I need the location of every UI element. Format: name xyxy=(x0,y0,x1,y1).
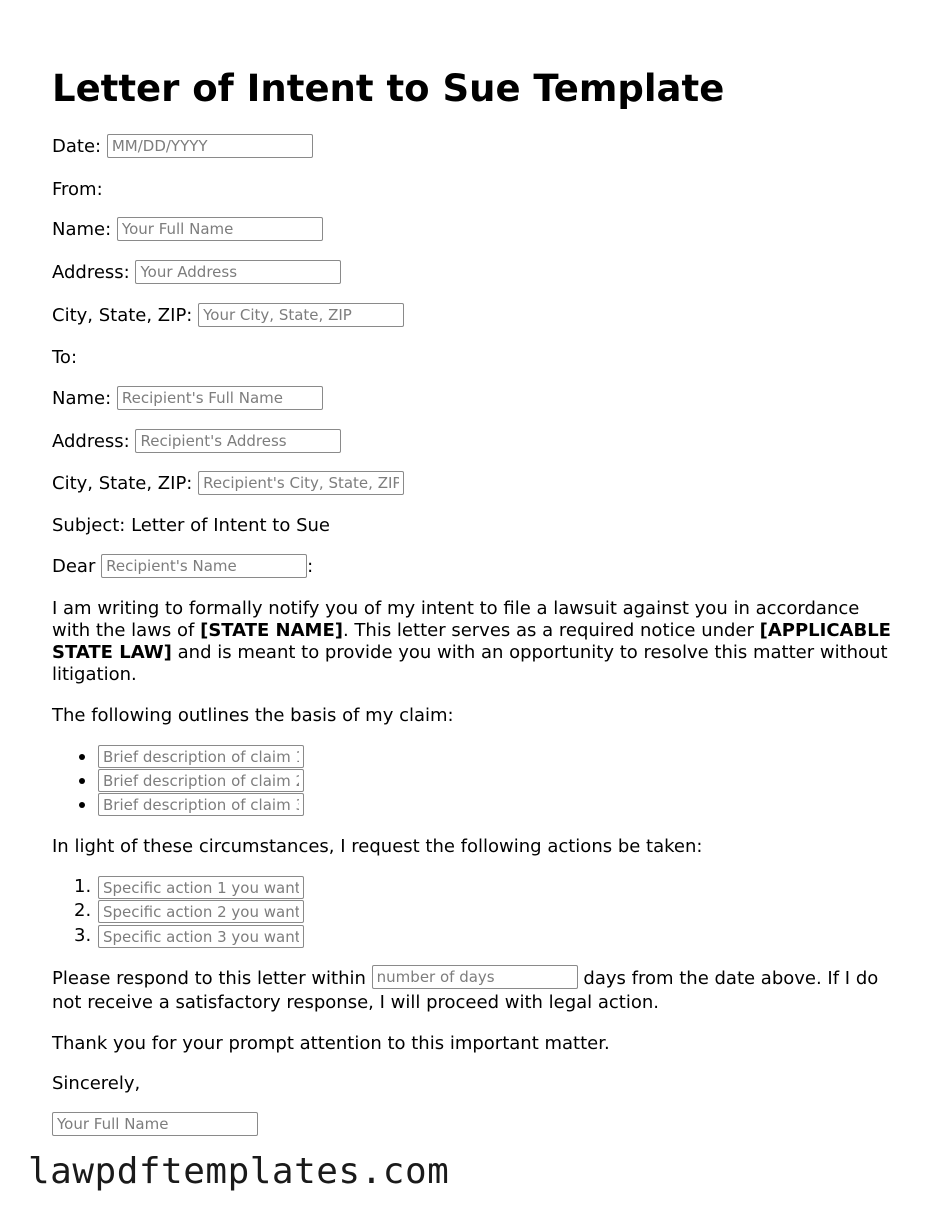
to-name-input[interactable] xyxy=(117,386,323,410)
bullet-icon xyxy=(79,802,85,808)
signature-input[interactable] xyxy=(52,1112,258,1136)
closing-line: Sincerely, xyxy=(52,1073,141,1094)
from-city-input[interactable] xyxy=(198,303,404,327)
to-address-label: Address: xyxy=(52,431,130,452)
action-number: 2. xyxy=(74,900,92,921)
recipient-name-input[interactable] xyxy=(101,554,307,578)
bullet-icon xyxy=(79,754,85,760)
to-city-label: City, State, ZIP: xyxy=(52,473,193,494)
state-law-placeholder: [APPLICABLE STATE LAW] xyxy=(52,620,891,663)
from-address-row xyxy=(52,260,341,286)
action-2-input[interactable] xyxy=(98,900,304,923)
action-1-input[interactable] xyxy=(98,876,304,899)
bullet-icon xyxy=(79,778,85,784)
from-city-label: City, State, ZIP: xyxy=(52,305,193,326)
salutation-row xyxy=(52,554,313,580)
to-address-input[interactable] xyxy=(135,429,341,453)
salutation-suffix: : xyxy=(307,556,314,577)
intro-paragraph xyxy=(52,598,892,686)
page-title: Letter of Intent to Sue Template xyxy=(52,67,725,110)
action-3-input[interactable] xyxy=(98,925,304,948)
to-name-row xyxy=(52,386,323,412)
to-heading: To: xyxy=(52,347,78,368)
respond-paragraph xyxy=(52,967,892,1015)
from-address-label: Address: xyxy=(52,262,130,283)
from-heading: From: xyxy=(52,179,103,200)
to-city-input[interactable] xyxy=(198,471,404,495)
to-city-row xyxy=(52,471,404,497)
salutation-prefix: Dear xyxy=(52,556,96,577)
date-row xyxy=(52,134,313,160)
respond-text-1: Please respond to this letter within xyxy=(52,968,366,989)
claim-3-input[interactable] xyxy=(98,793,304,816)
to-address-row xyxy=(52,429,341,455)
action-number: 3. xyxy=(74,925,92,946)
action-number: 1. xyxy=(74,876,92,897)
from-city-row xyxy=(52,303,404,329)
signature-row xyxy=(52,1112,258,1138)
site-watermark: lawpdftemplates.com xyxy=(28,1151,450,1192)
intro-text-1: I am writing to formally notify you of my intent to file a lawsuit against you in accordance with the laws of xyxy=(52,598,860,641)
from-name-row xyxy=(52,217,323,243)
from-name-input[interactable] xyxy=(117,217,323,241)
thanks-line: Thank you for your prompt attention to this important matter. xyxy=(52,1033,610,1054)
from-name-label: Name: xyxy=(52,219,112,240)
subject-line: Subject: Letter of Intent to Sue xyxy=(52,515,330,536)
state-name-placeholder: [STATE NAME] xyxy=(200,620,343,641)
intro-text-2: . This letter serves as a required notice under xyxy=(342,620,760,641)
respond-text-2: days from the date above. If I do not receive a satisfactory response, I will proceed with legal action. xyxy=(52,968,879,1013)
claim-2-input[interactable] xyxy=(98,769,304,792)
intro-text-3: and is meant to provide you with an opportunity to resolve this matter without litigation. xyxy=(52,642,888,685)
date-input[interactable] xyxy=(107,134,313,158)
from-address-input[interactable] xyxy=(135,260,341,284)
actions-intro: In light of these circumstances, I request the following actions be taken: xyxy=(52,836,703,857)
to-name-label: Name: xyxy=(52,388,112,409)
claims-intro: The following outlines the basis of my claim: xyxy=(52,705,454,726)
date-label: Date: xyxy=(52,136,102,157)
claim-1-input[interactable] xyxy=(98,745,304,768)
days-input[interactable] xyxy=(372,965,578,989)
